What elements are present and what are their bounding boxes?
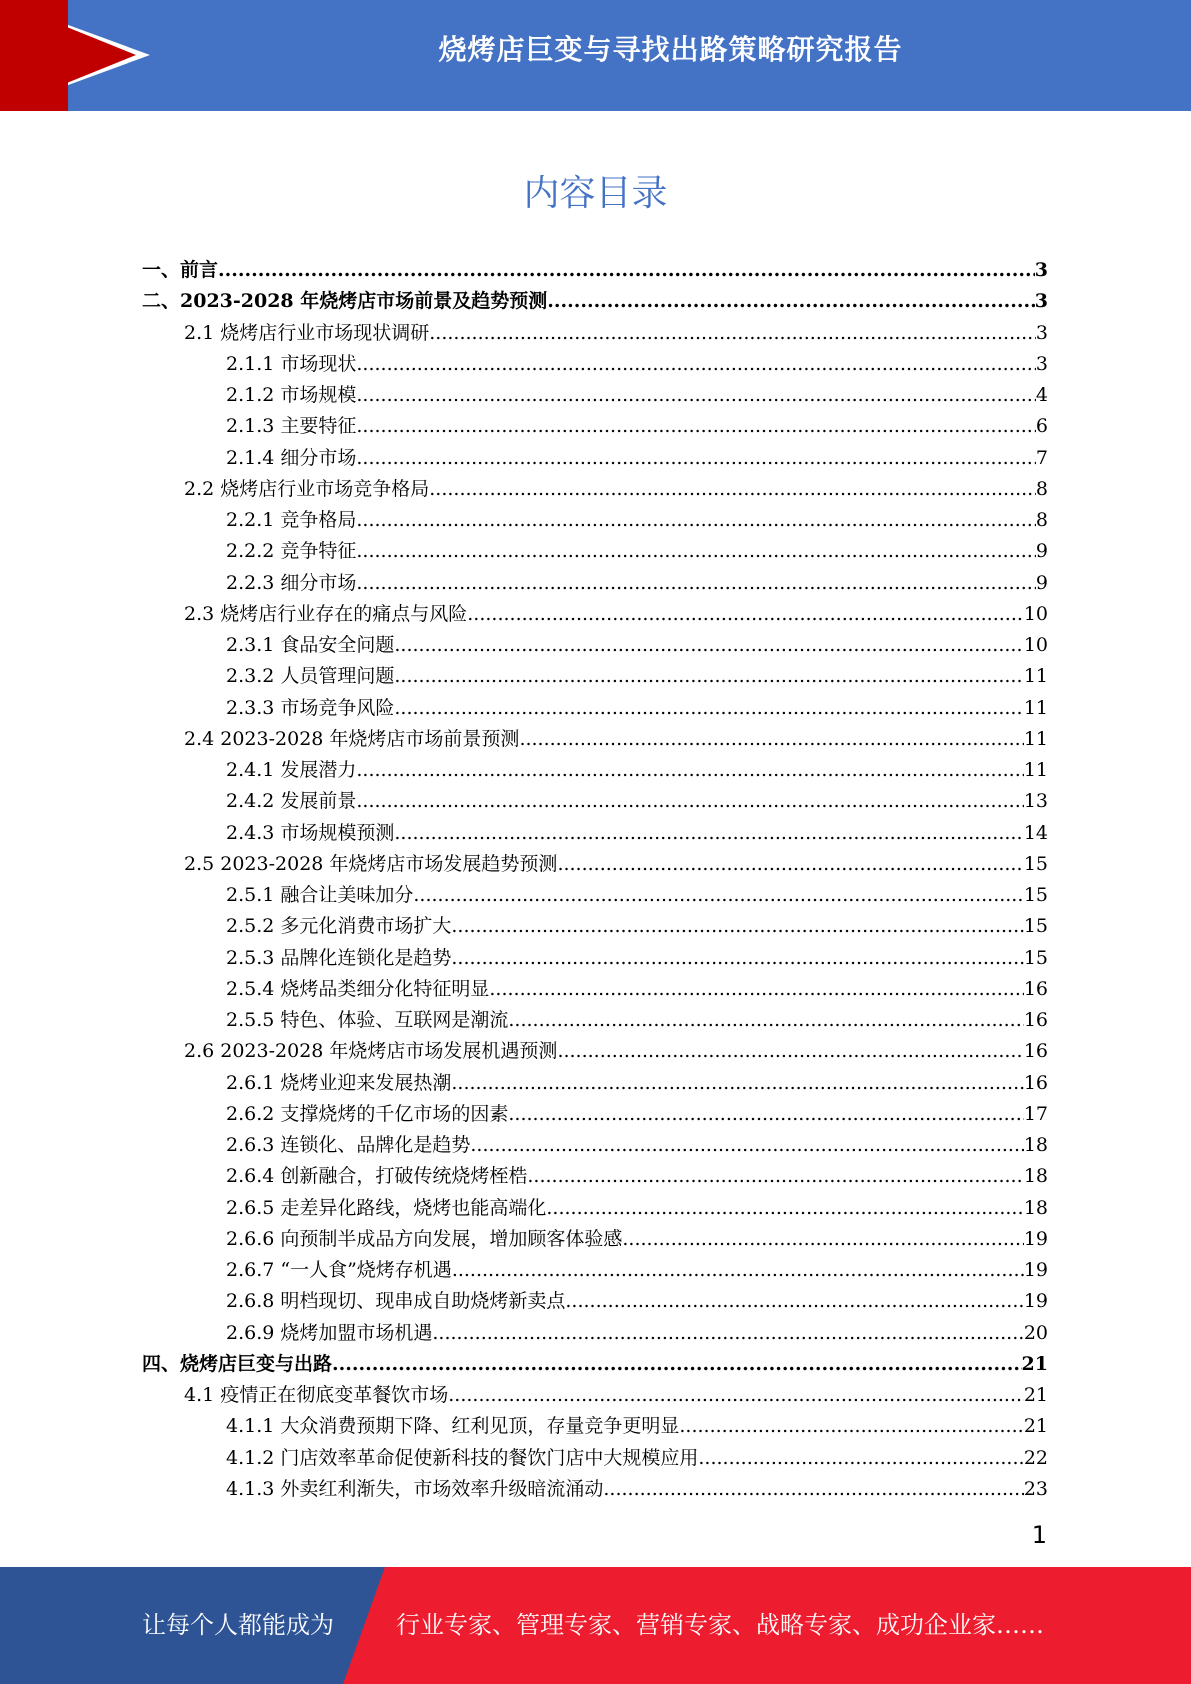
toc-entry-line [226,351,1048,377]
toc-entry-line [226,1195,1048,1221]
toc-entry-line [226,1101,1048,1127]
toc-entry-label: 2.4.3 市场规模预测 [226,821,395,844]
toc-entry-label: 2.2.2 竞争特征 [226,540,357,563]
table-of-contents [142,257,1048,1507]
toc-entry-page: 15 [1023,946,1048,969]
footer-banner [0,1567,1191,1684]
toc-entry-page: 11 [1023,759,1048,781]
toc-entry-line [226,507,1048,533]
toc-entry-page: 19 [1023,1259,1048,1281]
toc-leader-dots [356,413,1036,439]
toc-entry[interactable] [142,1288,1048,1319]
toc-entry-line [184,1382,1048,1408]
toc-entry-label: 2.5.1 融合让美味加分 [226,884,414,906]
toc-entry-label: 2.1.2 市场规模 [226,384,357,406]
toc-entry[interactable] [142,1257,1048,1288]
toc-entry-line [226,538,1048,564]
toc-entry-line [226,570,1048,596]
toc-entry-label: 2.1.3 主要特征 [226,415,357,438]
header-banner [0,0,1191,111]
toc-entry-page: 6 [1035,415,1048,438]
toc-entry-page: 21 [1023,1384,1048,1406]
toc-entry-label: 2.4.1 发展潜力 [226,759,357,781]
toc-entry-line [226,1007,1048,1033]
toc-leader-dots [448,1382,1024,1408]
toc-entry-page: 9 [1035,571,1048,594]
toc-entry[interactable] [142,507,1048,538]
toc-entry[interactable] [142,601,1048,632]
toc-entry-page: 4 [1035,384,1048,406]
toc-heading: 内容目录 [523,173,668,214]
toc-entry-page: 15 [1023,884,1048,906]
toc-entry[interactable] [142,351,1048,382]
toc-entry-label: 四、烧烤店巨变与出路 [142,1352,333,1375]
toc-entry-label: 2.3.3 市场竞争风险 [226,696,395,719]
toc-entry-page: 11 [1023,696,1048,719]
toc-leader-dots [451,1070,1023,1096]
toc-leader-dots [527,1163,1023,1189]
toc-entry-label: 2.2.3 细分市场 [226,571,357,594]
toc-entry-label: 2.5.3 品牌化连锁化是趋势 [226,946,452,969]
toc-entry[interactable] [142,945,1048,976]
toc-entry-line [226,1070,1048,1096]
toc-entry-line [184,320,1048,346]
toc-entry-label: 2.6.4 创新融合，打破传统烧烤桎梏 [226,1165,528,1188]
toc-leader-dots [432,1320,1023,1346]
toc-entry-label: 2.6.5 走差异化路线，烧烤也能高端化 [226,1196,547,1219]
toc-entry[interactable] [142,851,1048,882]
toc-leader-dots [451,913,1023,939]
toc-entry-page: 13 [1023,790,1048,813]
toc-entry[interactable] [142,1195,1048,1226]
toc-entry-line [226,820,1048,846]
toc-leader-dots [394,820,1023,846]
toc-entry[interactable] [142,788,1048,819]
toc-entry-label: 2.6 2023-2028 年烧烤店市场发展机遇预测 [184,1040,558,1063]
toc-entry-line [184,601,1048,627]
report-title: 烧烤店巨变与寻找出路策略研究报告 [438,33,903,66]
toc-entry-label: 2.5 2023-2028 年烧烤店市场发展趋势预测 [184,852,558,875]
toc-entry-label: 2.1.1 市场现状 [226,352,357,375]
toc-entry-label: 2.3 烧烤店行业存在的痛点与风险 [184,602,468,625]
toc-entry-page: 21 [1023,1415,1048,1438]
toc-entry-label: 2.6.6 向预制半成品方向发展，增加顾客体验感 [226,1227,623,1250]
toc-leader-dots [356,351,1036,377]
toc-entry[interactable] [142,288,1048,319]
toc-entry-label: 2.6.1 烧烤业迎来发展热潮 [226,1071,452,1094]
toc-leader-dots [356,507,1036,533]
toc-entry-line [226,882,1048,908]
toc-entry-line [226,945,1048,971]
toc-entry-label: 一、前言 [142,259,219,281]
toc-entry-page: 16 [1023,1071,1048,1094]
toc-entry-label: 2.5.5 特色、体验、互联网是潮流 [226,1009,509,1031]
toc-entry-page: 18 [1023,1196,1048,1219]
toc-entry-page: 15 [1023,852,1048,875]
toc-entry-label: 2.1.4 细分市场 [226,446,357,469]
toc-entry-page: 15 [1023,915,1048,938]
toc-entry[interactable] [142,1320,1048,1351]
toc-entry-page: 18 [1023,1134,1048,1156]
toc-entry-line [226,1132,1048,1158]
toc-entry[interactable] [142,1382,1048,1413]
toc-leader-dots [356,538,1036,564]
toc-entry-label: 2.3.2 人员管理问题 [226,665,395,688]
toc-entry[interactable] [142,476,1048,507]
toc-entry-label: 4.1 疫情正在彻底变革餐饮市场 [184,1384,449,1406]
toc-entry-line [226,1163,1048,1189]
header-red-block [0,0,68,111]
toc-entry-page: 21 [1021,1352,1048,1375]
toc-entry-line [226,788,1048,814]
toc-leader-dots [467,601,1024,627]
toc-entry-line [226,1476,1048,1502]
toc-entry-label: 2.2.1 竞争格局 [226,509,357,531]
toc-leader-dots [394,663,1023,689]
toc-entry[interactable] [142,976,1048,1007]
toc-entry-label: 2.6.9 烧烤加盟市场机遇 [226,1321,433,1344]
toc-entry-label: 2.6.7 “一人食”烧烤存机遇 [226,1259,452,1281]
toc-leader-dots [489,976,1023,1002]
toc-entry-label: 2.4.2 发展前景 [226,790,357,813]
toc-entry[interactable] [142,726,1048,757]
toc-entry-line [226,976,1048,1002]
toc-entry-page: 19 [1023,1227,1048,1250]
toc-entry-page: 11 [1023,727,1048,750]
toc-entry[interactable] [142,1413,1048,1444]
toc-entry-line [184,476,1048,502]
toc-entry-page: 20 [1023,1321,1048,1344]
toc-leader-dots [547,288,1035,314]
toc-entry[interactable] [142,1101,1048,1132]
toc-entry-label: 2.6.2 支撑烧烤的千亿市场的因素 [226,1102,509,1125]
toc-leader-dots [679,1413,1023,1439]
toc-entry-line [226,1320,1048,1346]
toc-leader-dots [508,1101,1023,1127]
toc-entry-page: 19 [1023,1290,1048,1313]
toc-leader-dots [413,882,1023,908]
toc-entry-label: 4.1.2 门店效率革命促使新科技的餐饮门店中大规模应用 [226,1446,699,1469]
toc-entry-label: 2.3.1 食品安全问题 [226,634,395,656]
toc-entry[interactable] [142,538,1048,569]
toc-entry-label: 4.1.3 外卖红利渐失，市场效率升级暗流涌动 [226,1477,604,1500]
toc-entry[interactable] [142,1007,1048,1038]
toc-leader-dots [429,476,1036,502]
toc-entry-page: 3 [1035,321,1048,344]
toc-entry-page: 14 [1023,821,1048,844]
toc-entry-page: 3 [1034,290,1048,313]
toc-entry-page: 9 [1035,540,1048,563]
toc-entry-line [226,413,1048,439]
toc-entry-line [226,382,1048,408]
toc-entry[interactable] [142,1351,1048,1382]
toc-entry-page: 16 [1023,1040,1048,1063]
toc-leader-dots [603,1476,1023,1502]
toc-entry-page: 3 [1034,259,1048,281]
toc-entry-line [142,1351,1048,1377]
toc-entry-line [226,1226,1048,1252]
toc-leader-dots [356,757,1023,783]
toc-entry-page: 11 [1023,665,1048,688]
toc-entry[interactable] [142,570,1048,601]
toc-entry[interactable] [142,695,1048,726]
toc-entry-line [226,695,1048,721]
toc-entry-line [142,257,1048,283]
toc-entry[interactable] [142,1132,1048,1163]
footer-slogan-right: 行业专家、管理专家、营销专家、战略专家、成功企业家…… [396,1611,1044,1639]
toc-entry-line [226,663,1048,689]
toc-entry-page: 8 [1035,477,1048,500]
toc-entry[interactable] [142,1445,1048,1476]
toc-leader-dots [451,945,1023,971]
toc-entry-page: 16 [1023,977,1048,1000]
toc-leader-dots [218,257,1035,283]
toc-entry-page: 18 [1023,1165,1048,1188]
footer-slogan-left: 让每个人都能成为 [142,1611,334,1639]
toc-leader-dots [557,851,1023,877]
toc-entry[interactable] [142,757,1048,788]
toc-entry-line [226,632,1048,658]
toc-leader-dots [557,1038,1023,1064]
toc-entry[interactable] [142,632,1048,663]
toc-entry[interactable] [142,1476,1048,1507]
toc-entry-label: 2.1 烧烤店行业市场现状调研 [184,321,430,344]
toc-entry-line [226,1413,1048,1439]
toc-entry-label: 2.4 2023-2028 年烧烤店市场前景预测 [184,727,520,750]
toc-leader-dots [356,788,1023,814]
toc-entry[interactable] [142,1038,1048,1069]
toc-entry-line [142,288,1048,314]
toc-leader-dots [565,1288,1023,1314]
toc-entry-line [226,1288,1048,1314]
toc-entry[interactable] [142,445,1048,476]
toc-leader-dots [356,570,1036,596]
toc-entry[interactable] [142,1163,1048,1194]
toc-leader-dots [332,1351,1022,1377]
toc-entry[interactable] [142,320,1048,351]
toc-entry-line [226,1445,1048,1471]
toc-entry[interactable] [142,1226,1048,1257]
toc-entry-line [184,851,1048,877]
toc-entry[interactable] [142,413,1048,444]
toc-entry-label: 2.5.2 多元化消费市场扩大 [226,915,452,938]
toc-leader-dots [519,726,1023,752]
toc-entry-label: 2.5.4 烧烤品类细分化特征明显 [226,977,490,1000]
toc-entry-page: 23 [1023,1477,1048,1500]
toc-entry-label: 2.2 烧烤店行业市场竞争格局 [184,477,430,500]
toc-entry-page: 17 [1023,1102,1048,1125]
toc-leader-dots [429,320,1036,346]
toc-entry[interactable] [142,820,1048,851]
toc-leader-dots [356,445,1036,471]
toc-entry-page: 22 [1023,1446,1048,1469]
toc-entry-line [226,757,1048,783]
toc-leader-dots [452,1257,1024,1283]
toc-entry-label: 4.1.1 大众消费预期下降、红利见顶，存量竞争更明显 [226,1415,680,1438]
toc-entry-page: 10 [1023,602,1048,625]
toc-entry-page: 16 [1023,1009,1048,1031]
toc-entry-label: 2.6.3 连锁化、品牌化是趋势 [226,1134,471,1156]
toc-entry[interactable] [142,882,1048,913]
toc-entry-line [184,726,1048,752]
toc-entry-page: 8 [1035,509,1048,531]
toc-leader-dots [394,695,1023,721]
toc-leader-dots [394,632,1023,658]
toc-entry[interactable] [142,913,1048,944]
toc-entry-label: 二、2023-2028 年烧烤店市场前景及趋势预测 [142,290,548,313]
toc-entry[interactable] [142,1070,1048,1101]
toc-leader-dots [470,1132,1023,1158]
toc-entry-line [184,1038,1048,1064]
toc-leader-dots [508,1007,1023,1033]
toc-entry[interactable] [142,663,1048,694]
toc-entry-page: 10 [1023,634,1048,656]
toc-entry-page: 3 [1035,352,1048,375]
toc-entry-page: 7 [1035,446,1048,469]
toc-entry-line [226,913,1048,939]
toc-leader-dots [356,382,1036,408]
toc-leader-dots [546,1195,1023,1221]
toc-entry-label: 2.6.8 明档现切、现串成自助烧烤新卖点 [226,1290,566,1313]
toc-leader-dots [622,1226,1023,1252]
toc-entry-line [226,445,1048,471]
toc-leader-dots [698,1445,1023,1471]
toc-entry-line [226,1257,1048,1283]
toc-entry[interactable] [142,382,1048,413]
page-number: 1 [1031,1521,1047,1549]
toc-entry[interactable] [142,257,1048,288]
